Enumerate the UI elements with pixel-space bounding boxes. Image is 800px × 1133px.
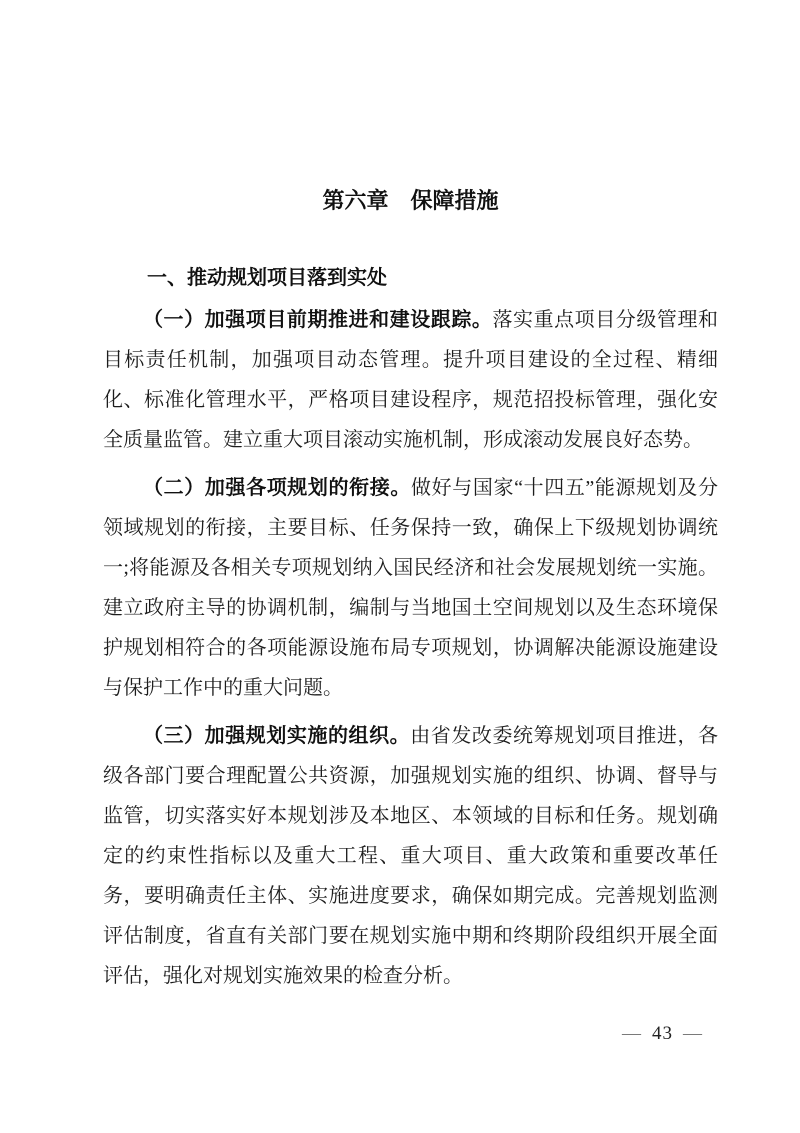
page-number: [622, 1022, 703, 1046]
chapter-title: 第六章 保障措施: [322, 188, 499, 213]
page-number-left-dash: —: [622, 1023, 642, 1044]
paragraph-2: [103, 468, 718, 708]
paragraph-1: [103, 300, 718, 460]
paragraph-2-body: 做好与国家“十四五”能源规划及分领域规划的衔接，主要目标、任务保持一致，确保上下级规划协调统一;将能源及各相关专项规划纳入国民经济和社会发展规划统一实施。建立政府主导的协调机制，编制与当地国土空间规划以及生态环境保护规划相符合的各项能源设施布局专项规划，协调解决能源设施建设与保护工作中的重大问题。: [103, 477, 719, 699]
paragraph-3-body: 由省发改委统筹规划项目推进，各级各部门要合理配置公共资源，加强规划实施的组织、协调、督导与监管，切实落实好本规划涉及本地区、本领域的目标和任务。规划确定的约束性指标以及重大工程、重大项目、重大政策和重要改革任务，要明确责任主体、实施进度要求，确保如期完成。完善规划监测评估制度，省直有关部门要在规划实施中期和终期阶段组织开展全面评估，强化对规划实施效果的检查分析。: [103, 725, 719, 987]
page-number-right-dash: —: [683, 1023, 703, 1044]
section-heading: 一、推动规划项目落到实处: [147, 267, 387, 289]
page-content: [103, 0, 718, 996]
paragraph-3: [103, 716, 718, 996]
paragraph-3-lead: （三）加强规划实施的组织。: [143, 725, 411, 747]
paragraph-1-body: 落实重点项目分级管理和目标责任机制，加强项目动态管理。提升项目建设的全过程、精细化、标准化管理水平，严格项目建设程序，规范招投标管理，强化安全质量监管。建立重大项目滚动实施机制，形成滚动发展良好态势。: [103, 309, 719, 451]
page-number-value: 43: [652, 1023, 673, 1044]
paragraph-2-lead: （二）加强各项规划的衔接。: [143, 477, 412, 499]
paragraph-1-lead: （一）加强项目前期推进和建设跟踪。: [143, 309, 493, 331]
